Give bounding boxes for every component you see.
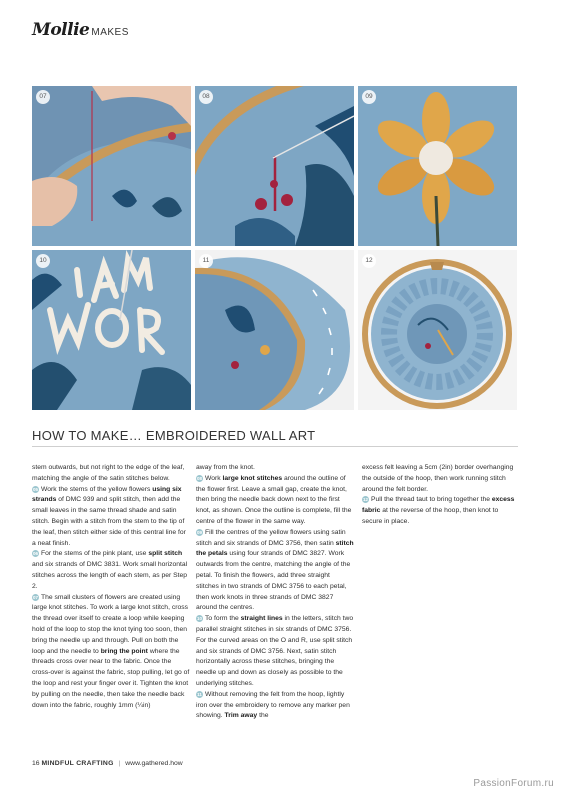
- body-text: and six strands of DMC 3831. Work small horizontal stitches across the length of each stem, as per Step 2.: [32, 561, 188, 590]
- body-text: The small clusters of flowers are created using large knot stitches. To work a large knot stitch, cross the thread over itself to create a loop while keeping hold of the loop to stop the knot tying too soon, then bring the needle up and through. Pull on both the loop and the needle to: [32, 593, 188, 655]
- step-photo-07: [32, 86, 191, 246]
- footer-separator: |: [118, 760, 121, 767]
- magazine-name: MINDFUL CRAFTING: [41, 760, 114, 767]
- step-number-badge: 08: [196, 475, 202, 481]
- watermark: PassionForum.ru: [473, 778, 554, 789]
- step-photo-10: [32, 250, 191, 410]
- body-text: Without removing the felt from the hoop, lightly iron over the embroidery to remove any marker pen showing.: [196, 690, 350, 720]
- instruction-paragraph: [32, 485, 190, 550]
- bold-text: stitch the petals: [196, 539, 354, 558]
- photo-07-illustration: [32, 86, 191, 246]
- text-column-3: [362, 463, 520, 528]
- bold-text: excess fabric: [362, 496, 515, 515]
- bold-text: using six strands: [32, 485, 182, 504]
- photo-number-badge: 12: [362, 254, 376, 268]
- photo-number-badge: 11: [199, 254, 213, 268]
- body-text: To form the: [205, 615, 241, 623]
- step-number-badge: 07: [32, 594, 38, 600]
- body-text: For the stems of the pink plant, use: [41, 550, 149, 558]
- bold-text: bring the point: [100, 647, 148, 655]
- photo-09-illustration: [358, 86, 517, 246]
- body-text: Work: [205, 474, 223, 482]
- bold-text: straight lines: [240, 615, 283, 623]
- instruction-paragraph: [362, 495, 520, 527]
- step-number-badge: 11: [197, 691, 202, 697]
- photo-08-illustration: [195, 86, 354, 246]
- instruction-paragraph: [32, 463, 190, 485]
- step-photo-12: [358, 250, 517, 410]
- step-photo-11: [195, 250, 354, 410]
- body-text: Fill the centres of the yellow flowers using satin stitch and six strands of DMC 3756, then satin: [196, 528, 346, 547]
- instruction-paragraph: [196, 474, 354, 528]
- bold-text: Trim away: [224, 712, 258, 720]
- instruction-paragraph: [362, 463, 520, 495]
- body-text: of DMC 939 and split stitch, then add the small leaves in the same thread shade and satin stitch. Begin with a stitch from the stem to the tip of the leaf, then stitch either side of this central line for a neat finish.: [32, 496, 186, 547]
- body-text: at the reverse of the hoop, then knot to secure in place.: [362, 507, 499, 525]
- photo-10-illustration: [32, 250, 191, 410]
- body-text: in the letters, stitch two parallel straight stitches in six strands of DMC 3756. For the curved areas on the O and R, use split stitch and six strands of DMC 3756. Next, satin stitch horizontally across these stitches, bringing the needle up and down as closely as possible to the underlying stitches.: [196, 615, 354, 687]
- instruction-paragraph: [196, 690, 354, 722]
- body-text: using four strands of DMC 3827. Work outwards from the centre, matching the angle of the petal. To finish the flowers, add three straight stitches in two strands of DMC 3756 to each petal, then work knots in three strands of DMC 3827 around the centres.: [196, 550, 351, 612]
- photo-number-badge: 09: [362, 90, 376, 104]
- step-number-badge: 06: [32, 551, 38, 557]
- brand-name: Mollie: [32, 20, 90, 40]
- photo-11-illustration: [195, 250, 354, 410]
- step-number-badge: 10: [196, 616, 202, 622]
- body-text: around the outline of the flower first. Leave a small gap, create the knot, then bring the needle back down next to the first knot, as shown. Once the outline is complete, fill the centre of the flower in the same way.: [196, 474, 352, 525]
- brand-makes: MAKES: [91, 27, 129, 38]
- step-number-badge: 12: [362, 497, 368, 503]
- bold-text: split stitch: [148, 550, 183, 558]
- step-number-badge: 05: [32, 486, 38, 492]
- body-text: the: [257, 712, 269, 720]
- step-photo-09: [358, 86, 517, 246]
- page-footer: [32, 760, 183, 767]
- body-text: where the threads cross over near to the fabric. Once the cross-over is against the fabric, stop pulling, let go of the loop and rest your finger over it. Tighten the knot by pulling on the needle, then take the needle back down into the fabric, roughly 1mm (¼in): [32, 647, 190, 709]
- body-text: Pull the thread taut to bring together the: [371, 496, 492, 504]
- body-text: away from the knot.: [196, 464, 255, 471]
- text-column-1: [32, 463, 190, 711]
- page-number: 16: [32, 760, 40, 767]
- body-text: excess felt leaving a 5cm (2in) border overhanging the outside of the hoop, then work running stitch around the felt border.: [362, 464, 514, 493]
- photo-number-badge: 10: [36, 254, 50, 268]
- text-column-2: [196, 463, 354, 722]
- masthead-logo: [32, 20, 129, 40]
- photo-number-badge: 08: [199, 90, 213, 104]
- bold-text: large knot stitches: [222, 474, 283, 482]
- instruction-paragraph: [196, 528, 354, 614]
- step-number-badge: 09: [196, 529, 202, 535]
- body-text: Work the stems of the yellow flowers: [41, 485, 153, 493]
- footer-url: www.gathered.how: [125, 760, 183, 767]
- instruction-paragraph: [32, 593, 190, 712]
- instruction-paragraph: [196, 463, 354, 474]
- section-divider: [32, 446, 518, 447]
- section-title: HOW TO MAKE… EMBROIDERED WALL ART: [32, 428, 316, 443]
- instruction-paragraph: [196, 614, 354, 690]
- instruction-paragraph: [32, 549, 190, 592]
- body-text: stem outwards, but not right to the edge of the leaf, matching the angle of the satin stitches below.: [32, 464, 185, 482]
- step-photo-08: [195, 86, 354, 246]
- photo-number-badge: 07: [36, 90, 50, 104]
- photo-12-illustration: [358, 250, 517, 410]
